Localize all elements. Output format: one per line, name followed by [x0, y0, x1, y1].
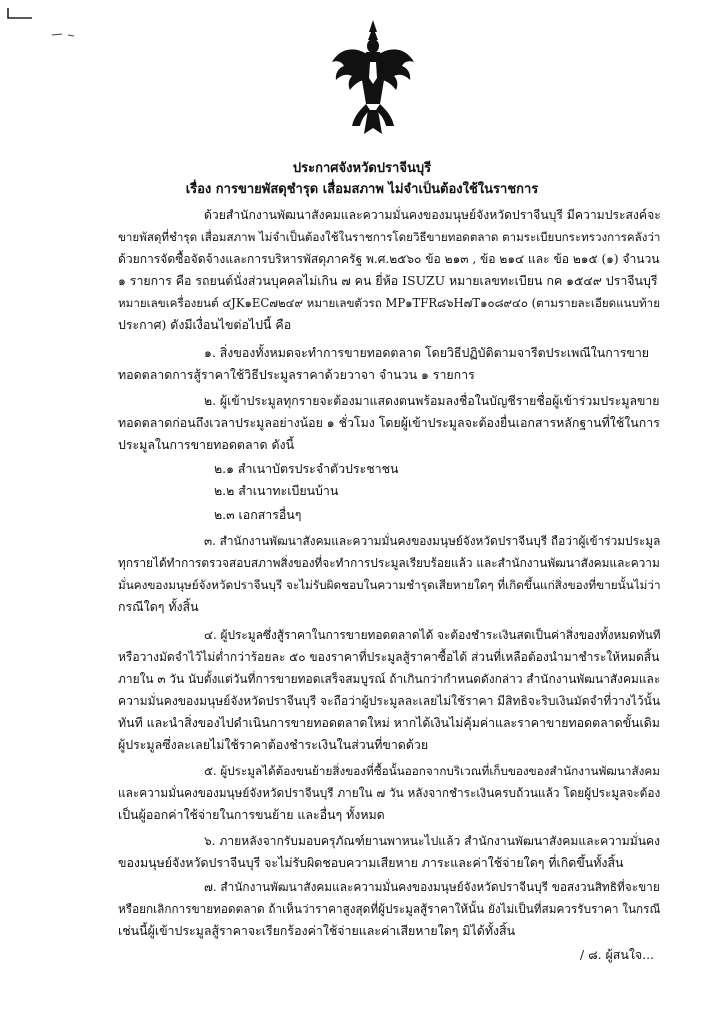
clause-2-line: ประมูลในการขายทอดตลาด ดังนี้	[118, 437, 295, 452]
clause-2-line: ๒. ผู้เข้าประมูลทุกรายจะต้องมาแสดงตนพร้อมลงชื่อในบัญชีรายชื่อผู้เข้าร่วมประมูลขาย	[204, 394, 660, 408]
clause-4-line: ๔. ผู้ประมูลซึ่งสู้ราคาในการขายทอดตลาดได้ จะต้องชำระเงินสดเป็นค่าสิ่งของทั้งหมดทันที	[204, 628, 661, 642]
scan-dash-mark	[50, 30, 80, 40]
clause-4-line: ความมั่นคงของมนุษย์จังหวัดปราจีนบุรี จะถือว่าผู้ประมูลละเลยไม่ใช้ราคา มีสิทธิจะริบเงินมัดจำที่วางไว้นั้น	[118, 694, 661, 708]
clause-4-line: หรือวางมัดจำไว้ไม่ต่ำกว่าร้อยละ ๕๐ ของราคาที่ประมูลสู้ราคาซื้อได้ ส่วนที่เหลือต้องนำมาชำระให้หมดสิ้น	[118, 650, 660, 664]
clause-3-line: ๓. สำนักงานพัฒนาสังคมและความมั่นคงของมนุษย์จังหวัดปราจีนบุรี ถือว่าผู้เข้าร่วมประมูล	[204, 534, 661, 548]
intro-line: ขายพัสดุที่ชำรุด เสื่อมสภาพ ไม่จำเป็นต้องใช้ในราชการโดยวิธีขายทอดตลาด ตามระเบียบกระทรวงการคลังว่า	[118, 230, 661, 244]
clause-2-item: ๒.๓ เอกสารอื่นๆ	[214, 507, 302, 522]
garuda-emblem-icon	[330, 18, 416, 138]
clause-5-line: เป็นผู้ออกค่าใช้จ่ายในการขนย้าย และอื่นๆ ทั้งหมด	[118, 807, 385, 822]
clause-3-line: มั่นคงของมนุษย์จังหวัดปราจีนบุรี จะไม่รับผิดชอบในความชำรุดเสียหายใดๆ ที่เกิดขึ้นแก่สิ่งของที่ขายนั้นไม่ว่า	[118, 578, 661, 592]
clause-7-line: เช่นนี้ผู้เข้าประมูลสู้ราคาจะเรียกร้องค่าใช้จ่ายและค่าเสียหายใดๆ มิได้ทั้งสิ้น	[118, 923, 516, 938]
clause-3-line: กรณีใดๆ ทั้งสิ้น	[118, 599, 199, 614]
clause-2-item: ๒.๒ สำเนาทะเบียนบ้าน	[214, 483, 339, 498]
continuation-note: / ๘. ผู้สนใจ...	[580, 947, 654, 962]
clause-1-line: ๑. สิ่งของทั้งหมดจะทำการขายทอดตลาด โดยวิธีปฏิบัติตามจารีตประเพณีในการขาย	[204, 345, 650, 360]
clause-6-line: ของมนุษย์จังหวัดปราจีนบุรี จะไม่รับผิดชอบความเสียหาย ภาระและค่าใช้จ่ายใดๆ ที่เกิดขึ้นทั้งสิ้น	[118, 855, 624, 870]
clause-5-line: ๕. ผู้ประมูลได้ต้องขนย้ายสิ่งของที่ซื้อนั้นออกจากบริเวณที่เก็บของของสำนักงานพัฒนาสังคม	[204, 764, 660, 778]
clause-5-line: และความมั่นคงของมนุษย์จังหวัดปราจีนบุรี ภายใน ๗ วัน หลังจากชำระเงินครบถ้วนแล้ว โดยผู้ประมูลจะต้อง	[118, 786, 661, 800]
clause-1-line: ทอดตลาดการสู้ราคาใช้วิธีประมูลราคาด้วยวาจา จำนวน ๑ รายการ	[118, 367, 475, 382]
clause-2-item: ๒.๑ สำเนาบัตรประจำตัวประชาชน	[214, 461, 399, 476]
announcement-title: ประกาศจังหวัดปราจีนบุรี	[292, 161, 432, 176]
intro-line: หมายเลขเครื่องยนต์ ๔JK๑EC๗๒๔๙ หมายเลขตัวรถ MP๑TFR๘๖H๗T๑๐๘๙๔๐ (ตามรายละเอียดแนบท้าย	[118, 296, 661, 310]
intro-line: ด้วยการจัดซื้อจัดจ้างและการบริหารพัสดุภาครัฐ พ.ศ.๒๕๖๐ ข้อ ๒๑๓ , ข้อ ๒๑๔ และ ข้อ ๒๑๕ (๑) จำนวน	[118, 252, 660, 266]
scan-corner-mark	[2, 6, 42, 26]
clause-4-line: ทันที และนำสิ่งของไปดำเนินการขายทอดตลาดใหม่ หากได้เงินไม่คุ้มค่าและราคาขายทอดตลาดขั้นเดิม	[118, 716, 660, 730]
clause-4-line: ภายใน ๓ วัน นับตั้งแต่วันที่การขายทอดเสร็จสมบูรณ์ ถ้าเกินกว่ากำหนดดังกล่าว สำนักงานพัฒนาสังคมและ	[118, 672, 661, 686]
intro-line: ประกาศ) ดังมีเงื่อนไขต่อไปนี้ คือ	[118, 317, 292, 332]
intro-line: ด้วยสำนักงานพัฒนาสังคมและความมั่นคงของมนุษย์จังหวัดปราจีนบุรี มีความประสงค์จะ	[204, 208, 661, 222]
intro-line: ๑ รายการ คือ รถยนต์นั่งส่วนบุคคลไม่เกิน ๗ คน ยี่ห้อ ISUZU หมายเลขทะเบียน กค ๑๕๔๙ ปราจีนบุรี	[118, 273, 658, 288]
clause-6-line: ๖. ภายหลังจากรับมอบครุภัณฑ์ยานพาหนะไปแล้ว สำนักงานพัฒนาสังคมและความมั่นคง	[204, 834, 661, 848]
announcement-subject: เรื่อง การขายพัสดุชำรุด เสื่อมสภาพ ไม่จำเป็นต้องใช้ในราชการ	[185, 182, 539, 197]
clause-7-line: หรือยกเลิกการขายทอดตลาด ถ้าเห็นว่าราคาสูงสุดที่ผู้ประมูลสู้ราคาให้นั้น ยังไม่เป็นที่สมควรรับราคา ในกรณี	[118, 902, 661, 916]
clause-7-line: ๗. สำนักงานพัฒนาสังคมและความมั่นคงของมนุษย์จังหวัดปราจีนบุรี ขอสงวนสิทธิที่จะขาย	[204, 880, 660, 894]
clause-2-line: ทอดตลาดก่อนถึงเวลาประมูลอย่างน้อย ๑ ชั่วโมง โดยผู้เข้าประมูลจะต้องยื่นเอกสารหลักฐานที่ใช้ในการ	[118, 415, 660, 430]
clause-4-line: ผู้ประมูลซึ่งละเลยไม่ใช้ราคาต้องชำระเงินในส่วนที่ขาดด้วย	[118, 737, 429, 752]
clause-3-line: ทุกรายได้ทำการตรวจสอบสภาพสิ่งของที่จะทำการประมูลเรียบร้อยแล้ว และสำนักงานพัฒนาสังคมและความ	[118, 556, 660, 570]
